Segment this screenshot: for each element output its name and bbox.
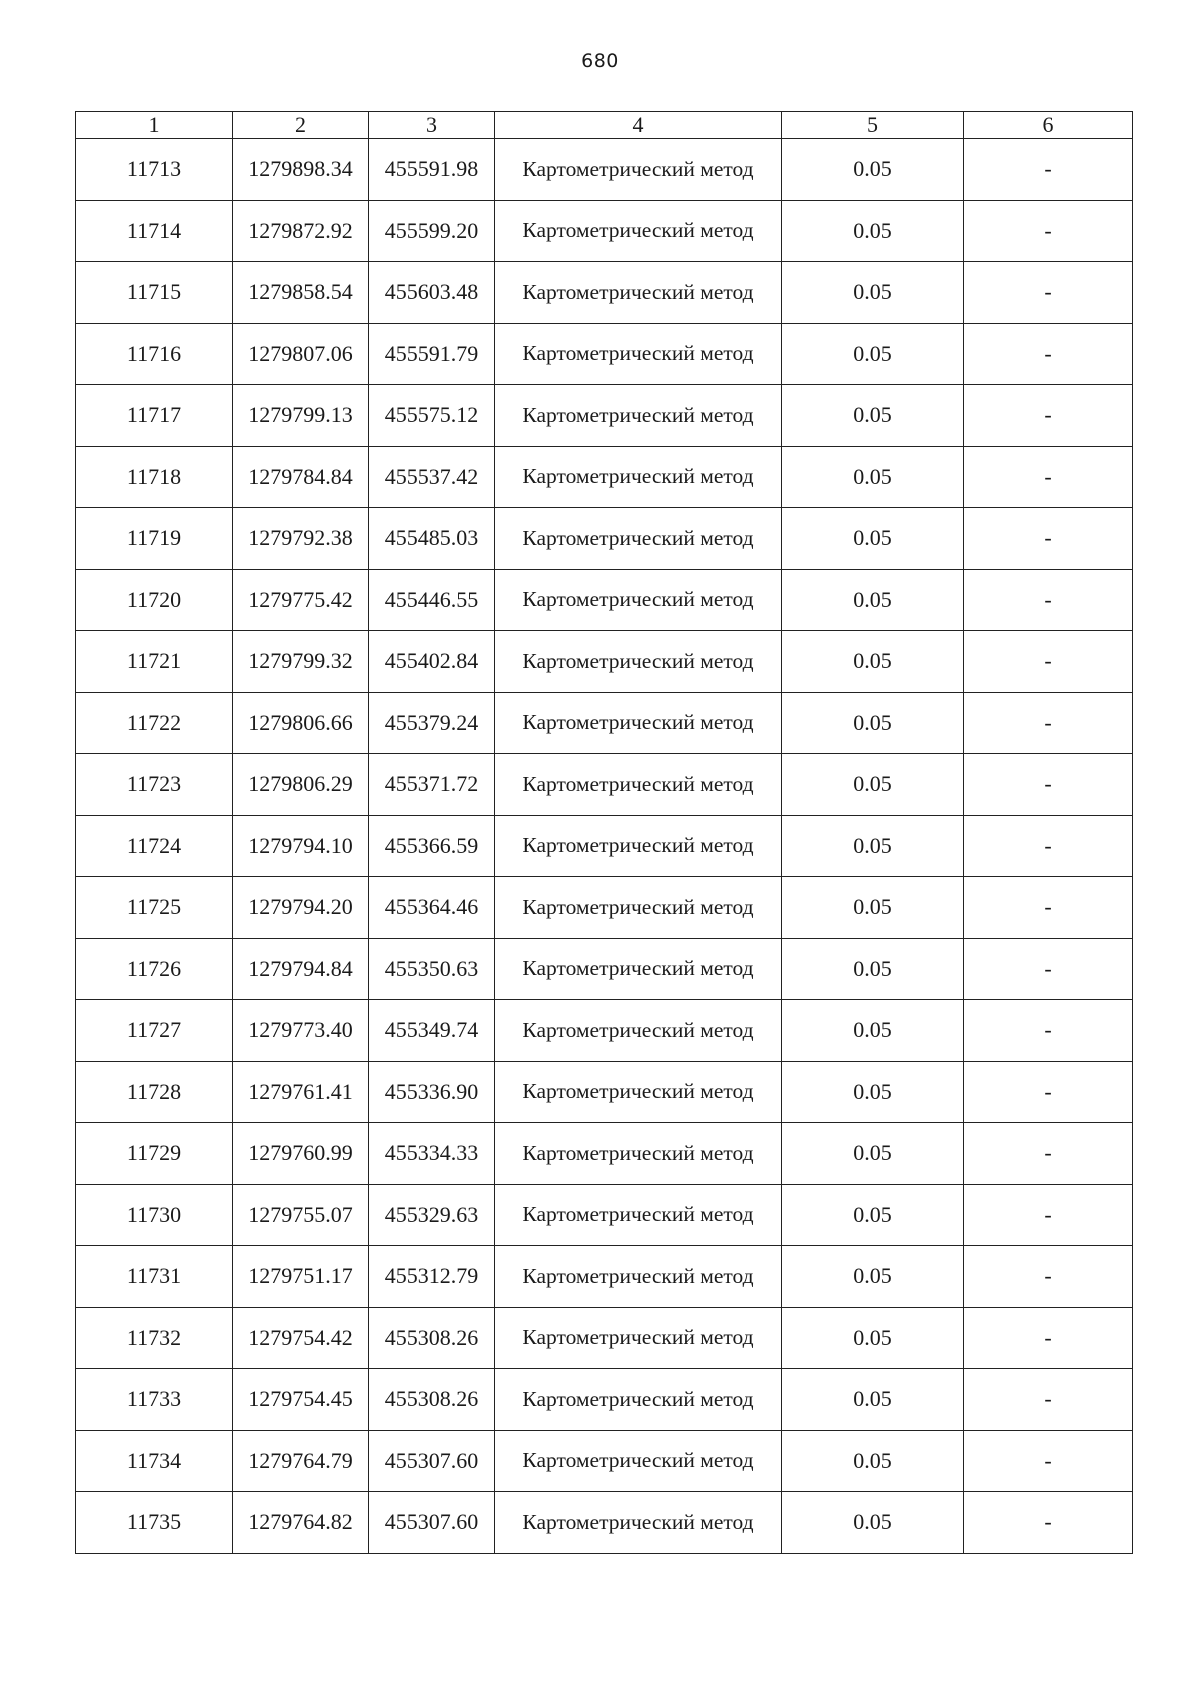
column-header-2: 2 [233,112,369,139]
accuracy-cell: 0.05 [782,1369,964,1431]
y-coordinate-cell: 455308.26 [369,1369,495,1431]
note-cell: - [964,1307,1133,1369]
accuracy-cell: 0.05 [782,1307,964,1369]
method-cell: Картометрический метод [495,446,782,508]
column-header-5: 5 [782,112,964,139]
point-number-cell: 11732 [76,1307,233,1369]
column-header-4: 4 [495,112,782,139]
accuracy-cell: 0.05 [782,1123,964,1185]
point-number-cell: 11734 [76,1430,233,1492]
y-coordinate-cell: 455591.98 [369,139,495,201]
y-coordinate-cell: 455575.12 [369,385,495,447]
accuracy-cell: 0.05 [782,139,964,201]
note-cell: - [964,139,1133,201]
x-coordinate-cell: 1279806.66 [233,692,369,754]
point-number-cell: 11717 [76,385,233,447]
table-row [76,1061,1133,1123]
point-number-cell: 11719 [76,508,233,570]
note-cell: - [964,569,1133,631]
note-cell: - [964,446,1133,508]
point-number-cell: 11733 [76,1369,233,1431]
table-row [76,1246,1133,1308]
method-cell: Картометрический метод [495,1061,782,1123]
note-cell: - [964,1492,1133,1554]
table-row [76,262,1133,324]
x-coordinate-cell: 1279806.29 [233,754,369,816]
note-cell: - [964,692,1133,754]
x-coordinate-cell: 1279754.45 [233,1369,369,1431]
accuracy-cell: 0.05 [782,385,964,447]
point-number-cell: 11720 [76,569,233,631]
accuracy-cell: 0.05 [782,1492,964,1554]
x-coordinate-cell: 1279807.06 [233,323,369,385]
x-coordinate-cell: 1279754.42 [233,1307,369,1369]
method-cell: Картометрический метод [495,877,782,939]
method-cell: Картометрический метод [495,139,782,201]
point-number-cell: 11723 [76,754,233,816]
x-coordinate-cell: 1279794.20 [233,877,369,939]
method-cell: Картометрический метод [495,508,782,570]
table-row [76,323,1133,385]
accuracy-cell: 0.05 [782,1430,964,1492]
y-coordinate-cell: 455485.03 [369,508,495,570]
point-number-cell: 11722 [76,692,233,754]
method-cell: Картометрический метод [495,1000,782,1062]
accuracy-cell: 0.05 [782,446,964,508]
table-row [76,569,1133,631]
x-coordinate-cell: 1279792.38 [233,508,369,570]
accuracy-cell: 0.05 [782,1246,964,1308]
table-row [76,1369,1133,1431]
x-coordinate-cell: 1279764.82 [233,1492,369,1554]
note-cell: - [964,754,1133,816]
y-coordinate-cell: 455336.90 [369,1061,495,1123]
x-coordinate-cell: 1279799.32 [233,631,369,693]
y-coordinate-cell: 455379.24 [369,692,495,754]
x-coordinate-cell: 1279872.92 [233,200,369,262]
note-cell: - [964,877,1133,939]
table-row [76,446,1133,508]
y-coordinate-cell: 455591.79 [369,323,495,385]
y-coordinate-cell: 455307.60 [369,1430,495,1492]
note-cell: - [964,1000,1133,1062]
note-cell: - [964,631,1133,693]
note-cell: - [964,200,1133,262]
y-coordinate-cell: 455334.33 [369,1123,495,1185]
method-cell: Картометрический метод [495,1430,782,1492]
x-coordinate-cell: 1279773.40 [233,1000,369,1062]
accuracy-cell: 0.05 [782,938,964,1000]
point-number-cell: 11726 [76,938,233,1000]
x-coordinate-cell: 1279761.41 [233,1061,369,1123]
table-row [76,754,1133,816]
table-row [76,631,1133,693]
method-cell: Картометрический метод [495,1307,782,1369]
y-coordinate-cell: 455371.72 [369,754,495,816]
method-cell: Картометрический метод [495,754,782,816]
method-cell: Картометрический метод [495,1369,782,1431]
accuracy-cell: 0.05 [782,815,964,877]
point-number-cell: 11714 [76,200,233,262]
x-coordinate-cell: 1279799.13 [233,385,369,447]
accuracy-cell: 0.05 [782,754,964,816]
note-cell: - [964,1061,1133,1123]
y-coordinate-cell: 455308.26 [369,1307,495,1369]
note-cell: - [964,385,1133,447]
point-number-cell: 11727 [76,1000,233,1062]
header-row [76,112,1133,139]
y-coordinate-cell: 455307.60 [369,1492,495,1554]
y-coordinate-cell: 455599.20 [369,200,495,262]
method-cell: Картометрический метод [495,1184,782,1246]
accuracy-cell: 0.05 [782,323,964,385]
method-cell: Картометрический метод [495,815,782,877]
table-row [76,877,1133,939]
point-number-cell: 11735 [76,1492,233,1554]
table-row [76,1307,1133,1369]
method-cell: Картометрический метод [495,1123,782,1185]
point-number-cell: 11731 [76,1246,233,1308]
accuracy-cell: 0.05 [782,877,964,939]
point-number-cell: 11718 [76,446,233,508]
method-cell: Картометрический метод [495,692,782,754]
table-row [76,385,1133,447]
column-header-1: 1 [76,112,233,139]
note-cell: - [964,508,1133,570]
table-row [76,139,1133,201]
table-row [76,1184,1133,1246]
accuracy-cell: 0.05 [782,692,964,754]
accuracy-cell: 0.05 [782,508,964,570]
y-coordinate-cell: 455364.46 [369,877,495,939]
accuracy-cell: 0.05 [782,1184,964,1246]
x-coordinate-cell: 1279784.84 [233,446,369,508]
point-number-cell: 11713 [76,139,233,201]
y-coordinate-cell: 455446.55 [369,569,495,631]
point-number-cell: 11730 [76,1184,233,1246]
note-cell: - [964,1184,1133,1246]
note-cell: - [964,815,1133,877]
point-number-cell: 11728 [76,1061,233,1123]
x-coordinate-cell: 1279898.34 [233,139,369,201]
note-cell: - [964,1369,1133,1431]
table-row [76,1000,1133,1062]
table-row [76,508,1133,570]
note-cell: - [964,323,1133,385]
accuracy-cell: 0.05 [782,1000,964,1062]
table-row [76,692,1133,754]
table-body [76,139,1133,1554]
note-cell: - [964,1430,1133,1492]
y-coordinate-cell: 455537.42 [369,446,495,508]
x-coordinate-cell: 1279751.17 [233,1246,369,1308]
point-number-cell: 11715 [76,262,233,324]
table-row [76,200,1133,262]
y-coordinate-cell: 455349.74 [369,1000,495,1062]
table-row [76,1123,1133,1185]
method-cell: Картометрический метод [495,938,782,1000]
point-number-cell: 11729 [76,1123,233,1185]
method-cell: Картометрический метод [495,200,782,262]
method-cell: Картометрический метод [495,569,782,631]
table-row [76,815,1133,877]
x-coordinate-cell: 1279760.99 [233,1123,369,1185]
table-row [76,1492,1133,1554]
y-coordinate-cell: 455329.63 [369,1184,495,1246]
method-cell: Картометрический метод [495,262,782,324]
y-coordinate-cell: 455402.84 [369,631,495,693]
method-cell: Картометрический метод [495,1246,782,1308]
y-coordinate-cell: 455350.63 [369,938,495,1000]
x-coordinate-cell: 1279755.07 [233,1184,369,1246]
method-cell: Картометрический метод [495,323,782,385]
method-cell: Картометрический метод [495,385,782,447]
note-cell: - [964,1123,1133,1185]
accuracy-cell: 0.05 [782,262,964,324]
coordinates-table [75,111,1133,1554]
note-cell: - [964,938,1133,1000]
y-coordinate-cell: 455603.48 [369,262,495,324]
table-row [76,938,1133,1000]
point-number-cell: 11725 [76,877,233,939]
note-cell: - [964,1246,1133,1308]
accuracy-cell: 0.05 [782,631,964,693]
point-number-cell: 11716 [76,323,233,385]
point-number-cell: 11721 [76,631,233,693]
table-row [76,1430,1133,1492]
x-coordinate-cell: 1279858.54 [233,262,369,324]
column-header-3: 3 [369,112,495,139]
y-coordinate-cell: 455366.59 [369,815,495,877]
point-number-cell: 11724 [76,815,233,877]
note-cell: - [964,262,1133,324]
x-coordinate-cell: 1279794.84 [233,938,369,1000]
method-cell: Картометрический метод [495,631,782,693]
page-number: 680 [581,50,619,72]
accuracy-cell: 0.05 [782,200,964,262]
x-coordinate-cell: 1279794.10 [233,815,369,877]
accuracy-cell: 0.05 [782,569,964,631]
method-cell: Картометрический метод [495,1492,782,1554]
column-header-6: 6 [964,112,1133,139]
x-coordinate-cell: 1279764.79 [233,1430,369,1492]
y-coordinate-cell: 455312.79 [369,1246,495,1308]
x-coordinate-cell: 1279775.42 [233,569,369,631]
accuracy-cell: 0.05 [782,1061,964,1123]
table-header [76,112,1133,139]
